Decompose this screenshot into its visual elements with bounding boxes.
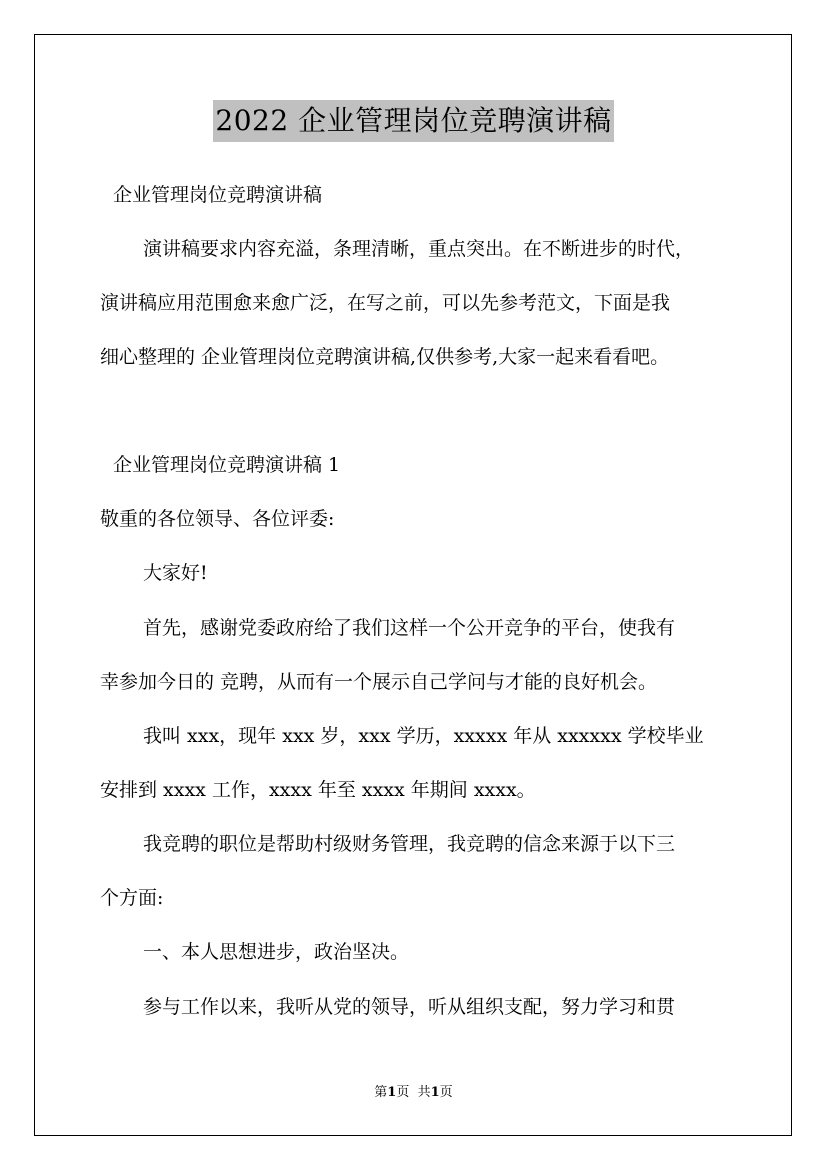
footer-page-suffix: 页 <box>396 1085 410 1100</box>
text-line: 细心整理的 企业管理岗位竞聘演讲稿,仅供参考,大家一起来看看吧。 <box>100 346 670 368</box>
text-line: 大家好! <box>143 562 208 584</box>
text-line: 安排到 xxxx 工作，xxxx 年至 xxxx 年期间 xxxx。 <box>100 779 536 801</box>
text-line: 敬重的各位领导、各位评委: <box>100 508 335 530</box>
text-line: 一、本人思想进步，政治坚决。 <box>143 941 410 963</box>
text-line: 个方面: <box>100 887 164 909</box>
title-container <box>0 100 827 142</box>
text-line: 演讲稿应用范围愈来愈广泛，在写之前，可以先参考范文，下面是我 <box>100 292 671 314</box>
footer-total-number: 1 <box>430 1085 440 1100</box>
page-footer <box>0 1084 827 1102</box>
text-line: 演讲稿要求内容充溢，条理清晰，重点突出。在不断进步的时代， <box>143 238 695 260</box>
text-line: 企业管理岗位竞聘演讲稿 <box>113 184 323 206</box>
footer-page-number: 1 <box>387 1085 397 1100</box>
section-heading: 企业管理岗位竞聘演讲稿 1 <box>113 454 341 476</box>
text-line: 我叫 xxx，现年 xxx 岁，xxx 学历，xxxxx 年从 xxxxxx 学校毕业 <box>143 725 704 747</box>
text-line: 首先，感谢党委政府给了我们这样一个公开竞争的平台，使我有 <box>143 617 676 639</box>
document-title: 2022 企业管理岗位竞聘演讲稿 <box>213 100 613 142</box>
text-line: 幸参加今日的 竞聘，从而有一个展示自己学问与才能的良好机会。 <box>100 671 658 693</box>
footer-total-prefix: 共 <box>417 1085 431 1100</box>
text-line: 我竞聘的职位是帮助村级财务管理，我竞聘的信念来源于以下三 <box>143 833 676 855</box>
text-line: 参与工作以来，我听从党的领导，听从组织支配，努力学习和贯 <box>143 996 676 1018</box>
footer-total-suffix: 页 <box>439 1085 453 1100</box>
footer-page-prefix: 第 <box>374 1085 388 1100</box>
